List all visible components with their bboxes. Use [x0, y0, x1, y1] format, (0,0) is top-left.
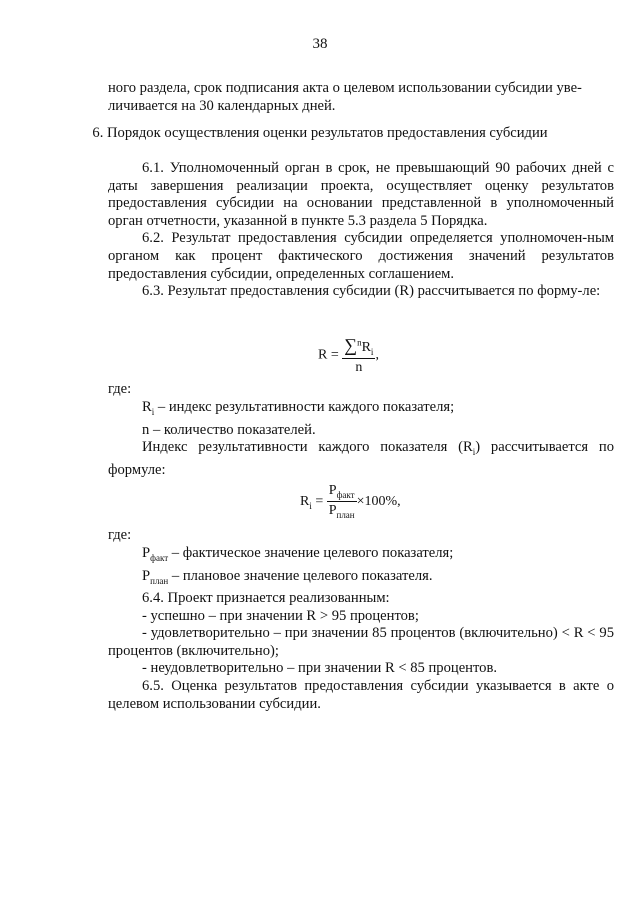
paragraph-6-4-b: - удовлетворительно – при значении 85 процентов (включительно) < R < 95 процентов (включительно); — [108, 625, 614, 659]
formula-result-lhs: R = — [318, 347, 339, 363]
definitions-1 — [108, 399, 614, 479]
definition-pfact-symbol: P — [142, 545, 151, 561]
denominator-symbol: P — [328, 502, 337, 518]
section-heading: 6. Порядок осуществления оценки результатов предоставления субсидии — [92, 125, 548, 141]
formula-index-denominator — [327, 502, 357, 520]
definition-pplan-text: – плановое значение целевого показателя. — [171, 567, 433, 584]
formula-index-lhs: R — [300, 494, 310, 510]
paragraph-6-2: 6.2. Результат предоставления субсидии определяется уполномочен-ным органом как процент фактического достижения значений результатов предоставления субсидии, определенных соглашением. — [108, 230, 614, 282]
intro-paragraph — [108, 80, 614, 115]
paragraph-6-4-a: - успешно – при значении R > 95 процентов; — [142, 607, 419, 624]
numerator-symbol: P — [328, 483, 337, 498]
sum-upper-limit: n — [357, 337, 362, 348]
sum-term: R — [361, 340, 371, 355]
definition-pplan — [108, 568, 614, 591]
paragraph-index-text: Индекс результативности каждого показателя (R — [142, 439, 473, 456]
paragraph-6-5: 6.5. Оценка результатов предоставления субсидии указывается в акте о целевом использовании субсидии. — [108, 677, 614, 712]
definition-pfact — [108, 545, 614, 568]
intro-line-2: личивается на 30 календарных дней. — [108, 97, 336, 114]
definition-pplan-symbol: P — [142, 567, 151, 584]
paragraph-index-tail: ) рассчитывается по формуле: — [108, 439, 614, 478]
page-number: 38 — [312, 36, 328, 52]
definition-ri-text: – индекс результативности каждого показателя; — [157, 399, 455, 415]
sum-symbol: ∑ — [344, 335, 358, 355]
formula-result-denominator: n — [355, 359, 363, 375]
formula-index-lhs-sub: i — [309, 500, 312, 511]
paragraphs-6-1-6-3 — [108, 160, 614, 301]
definition-ri-index: i — [151, 406, 155, 417]
intro-line-1: ного раздела, срок подписания акта о целевом использовании субсидии уве- — [108, 80, 582, 96]
numerator-sub: факт — [336, 489, 355, 500]
paragraph-6-3: 6.3. Результат предоставления субсидии (R) рассчитывается по форму-ле: — [142, 283, 601, 300]
formula-result-fraction — [342, 336, 375, 375]
formula-index-tail: ×100%, — [356, 494, 401, 510]
formula-index-fraction — [327, 484, 357, 520]
definition-ri-symbol: R — [142, 399, 152, 415]
definition-pfact-text: – фактическое значение целевого показателя; — [171, 545, 454, 561]
denominator-sub: план — [336, 509, 355, 520]
paragraph-6-1: 6.1. Уполномоченный орган в срок, не превышающий 90 рабочих дней с даты завершения реализации проекта, осуществляет оценку результатов предоставления субсидии на основании представленной в уполномоченный орган отчетности, указанной в пункте 5.3 раздела 5 Порядка. — [108, 160, 614, 229]
formula-index-numerator — [327, 484, 357, 502]
definitions-2 — [108, 545, 614, 713]
definition-pfact-sub: факт — [150, 552, 169, 563]
formula-index-eq: = — [315, 494, 324, 510]
paragraph-6-4-c: - неудовлетворительно – при значении R < 85 процентов. — [142, 660, 498, 677]
where-label-1: где: — [108, 381, 132, 397]
sum-term-index: i — [370, 346, 374, 357]
definition-n: n – количество показателей. — [142, 421, 316, 438]
formula-result-tail: , — [375, 347, 379, 363]
definition-ri — [108, 399, 614, 422]
formula-index — [300, 484, 401, 520]
paragraph-6-4: 6.4. Проект признается реализованным: — [142, 590, 390, 606]
definition-pplan-sub: план — [150, 575, 169, 586]
paragraph-index — [108, 439, 614, 479]
paragraph-index-sub: i — [472, 447, 476, 457]
where-label-2: где: — [108, 527, 132, 543]
formula-result-numerator — [342, 336, 375, 359]
formula-result — [318, 336, 379, 375]
